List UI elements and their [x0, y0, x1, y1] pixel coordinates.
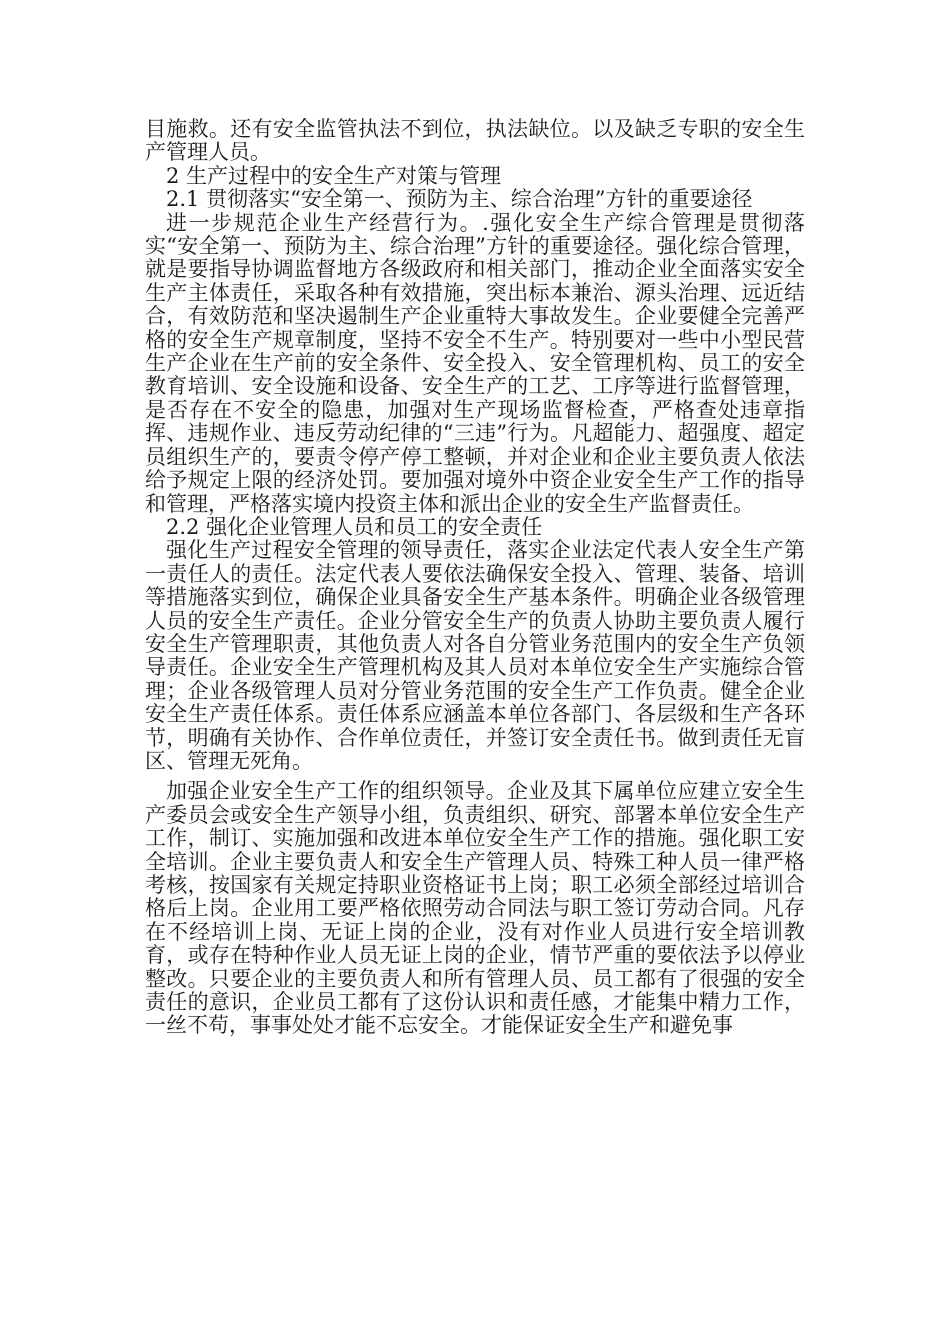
section-heading-2: 2 生产过程中的安全生产对策与管理 [166, 163, 502, 188]
body-paragraph-2-2: 强化生产过程安全管理的领导责任，落实企业法定代表人安全生产第一责任人的责任。法定代表人要依法确保安全投入、管理、装备、培训等措施落实到位，确保企业具备安全生产基本条件。明确企业各级管理人员的安全生产责任。企业分管安全生产的负责人协助主要负责人履行安全生产管理职责，其他负责人对各自分管业务范围内的安全生产负领导责任。企业安全生产管理机构及其人员对本单位安全生产实施综合管理；企业各级管理人员对分管业务范围的安全生产工作负责。健全企业安全生产责任体系。责任体系应涵盖本单位各部门、各层级和生产各环节，明确有关协作、合作单位责任，并签订安全责任书。做到责任无盲区、管理无死角。 [145, 538, 805, 773]
paragraph-continuation: 目施救。还有安全监管执法不到位，执法缺位。以及缺乏专职的安全生产管理人员。 [145, 117, 805, 165]
document-page [145, 118, 805, 1038]
body-paragraph-2-1: 进一步规范企业生产经营行为。.强化安全生产综合管理是贯彻落实“安全第一、预防为主、综合治理”方针的重要途径。强化综合管理，就是要指导协调监督地方各级政府和相关部门，推动企业全面落实安全生产主体责任，采取各种有效措施，突出标本兼治、源头治理、远近结合，有效防范和坚决遏制生产企业重特大事故发生。企业要健全完善严格的安全生产规章制度，坚持不安全不生产。特别要对一些中小型民营生产企业在生产前的安全条件、安全投入、安全管理机构、员工的安全教育培训、安全设施和设备、安全生产的工艺、工序等进行监督管理，是否存在不安全的隐患，加强对生产现场监督检查，严格查处违章指挥、违规作业、违反劳动纪律的“三违”行为。凡超能力、超强度、超定员组织生产的，要责令停产停工整顿，并对企业和企业主要负责人依法给予规定上限的经济处罚。要加强对境外中资企业安全生产工作的指导和管理，严格落实境内投资主体和派出企业的安全生产监督责任。 [145, 210, 805, 516]
body-paragraph-2-2-continued: 加强企业安全生产工作的组织领导。企业及其下属单位应建立安全生产委员会或安全生产领导小组，负责组织、研究、部署本单位安全生产工作，制订、实施加强和改进本单位安全生产工作的措施。强化职工安全培训。企业主要负责人和安全生产管理人员、特殊工种人员一律严格考核，按国家有关规定持职业资格证书上岗；职工必须全部经过培训合格后上岗。企业用工要严格依照劳动合同法与职工签订劳动合同。凡存在不经培训上岗、无证上岗的企业，没有对作业人员进行安全培训教育，或存在特种作业人员无证上岗的企业，情节严重的要依法予以停业整改。只要企业的主要负责人和所有管理人员、员工都有了很强的安全责任的意识，企业员工都有了这份认识和责任感，才能集中精力工作，一丝不苟，事事处处才能不忘安全。才能保证安全生产和避免事 [145, 779, 805, 1038]
subsection-heading-2-2: 2.2 强化企业管理人员和员工的安全责任 [166, 514, 543, 539]
subsection-heading-2-1: 2.1 贯彻落实“安全第一、预防为主、综合治理”方针的重要途径 [166, 187, 753, 212]
